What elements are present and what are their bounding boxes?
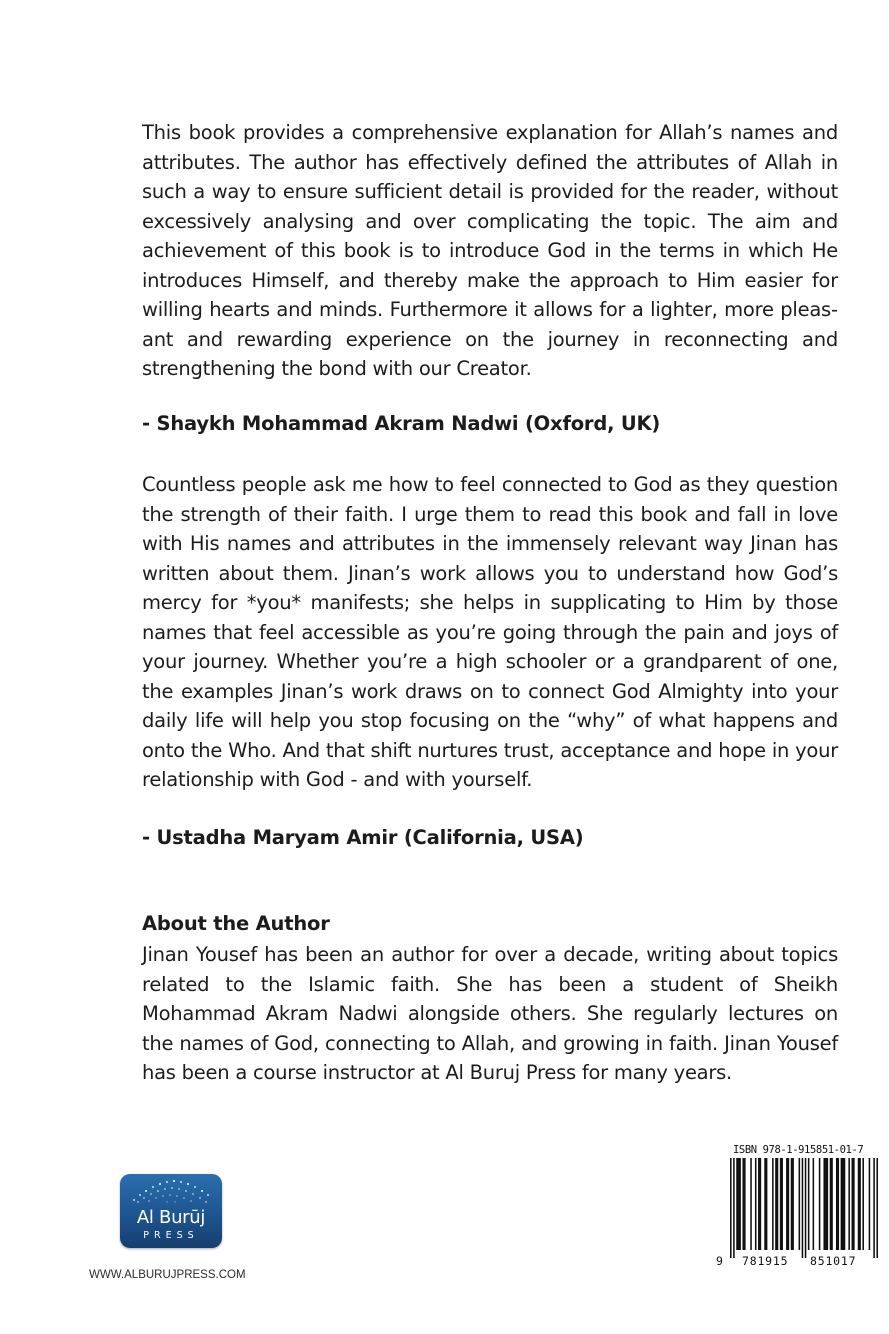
barcode-bar <box>758 1158 761 1250</box>
barcode-bar <box>808 1158 810 1250</box>
review-paragraph-2: Countless people ask me how to feel connected to God as they question the strength of their faith. I urge them to read this book and fall in love with His names and attributes in the immensely relevant way Jinan has written about them. Jinan’s work allows you to understand how God’s mercy for *you* manifests; she helps in supplicating to Him by those names that feel accessible as you’re going through the pain and joys of your journey. Whether you’re a high schooler or a grandparent of one, the examples Jinan’s work draws on to connect God Almighty into your daily life will help you stop focusing on the “why” of what happens and onto the Who. And that shift nurtures trust, acceptance and hope in your relationship with God - and with yourself. <box>142 473 838 791</box>
barcode-guard-bar <box>876 1158 878 1258</box>
barcode-bar <box>841 1158 846 1250</box>
ean-first-digit: 9 <box>716 1254 723 1268</box>
publisher-website: WWW.ALBURUJPRESS.COM <box>89 1269 246 1281</box>
barcode-bar <box>772 1158 774 1250</box>
barcode-bar <box>775 1158 778 1250</box>
review-attribution-2: - Ustadha Maryam Amir (California, USA) <box>142 826 584 849</box>
barcode-bar <box>764 1158 767 1250</box>
review-attribution-1: - Shaykh Mohammad Akram Nadwi (Oxford, UK) <box>142 412 661 435</box>
logo-name: Al Burūj <box>136 1207 206 1228</box>
barcode-bar <box>819 1158 821 1250</box>
barcode-bar <box>852 1158 855 1250</box>
barcode-bar <box>858 1158 861 1250</box>
barcode-guard-bar <box>802 1158 804 1258</box>
barcode-bar <box>813 1158 815 1250</box>
stars-decoration-icon <box>120 1174 222 1210</box>
barcode-bar <box>736 1158 741 1250</box>
isbn-barcode <box>716 1144 878 1274</box>
barcode-bar <box>791 1158 794 1250</box>
barcode-bar <box>848 1158 850 1250</box>
logo-subtitle: PRESS <box>143 1230 199 1241</box>
barcode-guard-bar <box>873 1158 875 1258</box>
barcode-bar <box>799 1158 801 1250</box>
about-author-body: Jinan Yousef has been an author for over a decade, writing about topics related to the Islamic faith. She has been a student of Sheikh Mohammad Akram Nadwi alongside others. She regularly lectures on the names of God, connecting to Allah, and growing in faith. Jinan Yousef has been a course instructor at Al Buruj Press for many years. <box>142 943 838 1084</box>
barcode-guard-bar <box>730 1158 732 1258</box>
ean-left-digits: 781915 <box>742 1254 789 1268</box>
barcode-bars <box>730 1158 878 1258</box>
barcode-bar <box>823 1158 828 1250</box>
barcode-bar <box>755 1158 757 1250</box>
ean-right-digits: 851017 <box>810 1254 857 1268</box>
review-paragraph-1: This book provides a comprehensive explanation for Allah’s names and attributes. The author has effectively defined the attributes of Allah in such a way to ensure sufficient detail is provided for the reader, without excessively analysing and over complicating the topic. The aim and achievement of this book is to introduce God in the terms in which He introduces Himself, and thereby make the approach to Him easier for willing hearts and minds. Furthermore it allows for a lighter, more pleasant and rewarding experience on the journey in reconnecting and strengthening the bond with our Creator. <box>142 121 838 380</box>
barcode-guard-bar <box>805 1158 807 1258</box>
barcode-bar <box>862 1158 864 1250</box>
barcode-bar <box>742 1158 745 1250</box>
barcode-bar <box>869 1158 871 1250</box>
barcode-bar <box>750 1158 752 1250</box>
barcode-bar <box>780 1158 783 1250</box>
barcode-guard-bar <box>733 1158 735 1258</box>
barcode-bar <box>836 1158 839 1250</box>
barcode-bar <box>786 1158 789 1250</box>
barcode-bar <box>830 1158 833 1250</box>
isbn-label: ISBN 978-1-915851-01-7 <box>733 1144 864 1156</box>
about-author-heading: About the Author <box>142 912 330 935</box>
publisher-logo <box>120 1174 222 1248</box>
